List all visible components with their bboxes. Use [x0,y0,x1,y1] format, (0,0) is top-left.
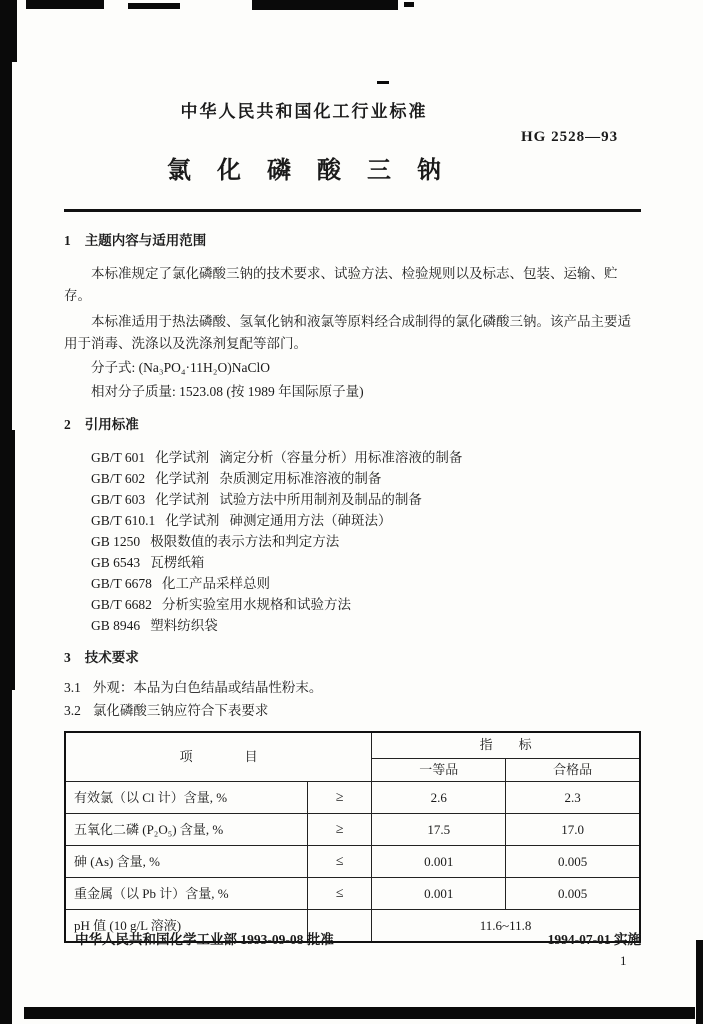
reference-item: GB 8946 塑料纺织袋 [91,618,218,633]
spec-item: 砷 (As) 含量, % [65,846,308,878]
paragraph-scope-2: 本标准适用于热法磷酸、氢氧化钠和液氯等原料经合成制得的氯化磷酸三钠。该产品主要适用于消毒、洗涤以及洗涤剂复配等部门。 [64,314,631,351]
scan-edge-left-top [0,0,17,62]
reference-list [91,447,641,636]
document-body [64,231,641,943]
molecular-formula: 分子式: (Na₃PO₄·11H₂O)NaClO [91,360,270,375]
spec-value-span: 11.6~11.8 [372,910,640,943]
section-title: 主题内容与适用范围 [84,233,207,248]
spec-item: 五氧化二磷 (P₂O₅) 含量, % [65,814,308,846]
specification-table [64,731,641,943]
section-number: 1 [64,233,71,248]
spec-item: pH 值 (10 g/L 溶液) [65,910,308,943]
table-row [65,846,640,878]
column-header-index: 指 标 [372,732,640,758]
scan-edge-bottom [24,1007,695,1019]
table-row [65,782,640,814]
approval-note: 中华人民共和国化学工业部 1993-09-08 批准 [75,932,334,947]
spec-relation: ≥ [308,814,372,846]
section-title: 技术要求 [84,650,139,665]
clause-3-2 [64,699,641,722]
section-2-heading [64,415,641,435]
section-number: 3 [64,650,71,665]
reference-item: GB/T 610.1 化学试剂 砷测定通用方法（砷斑法） [91,513,392,528]
implementation-note: 1994-07-01 实施 [547,932,641,947]
reference-item: GB/T 603 化学试剂 试验方法中所用制剂及制品的制备 [91,492,422,507]
spec-value-grade2: 0.005 [506,878,640,910]
standard-code: HG 2528—93 [521,129,619,145]
column-header-grade1: 一等品 [372,758,506,781]
section-3-heading [64,648,641,668]
table-row [65,814,640,846]
clause-number: 3.2 [64,703,81,718]
spec-item: 有效氯（以 Cl 计）含量, % [65,782,308,814]
scan-edge-left-mid [0,430,15,690]
spec-relation: ≤ [308,878,372,910]
section-title: 引用标准 [84,417,139,432]
section-number: 2 [64,417,71,432]
column-header-grade2: 合格品 [506,758,640,781]
table-row [65,878,640,910]
scan-edge-right [696,940,703,1024]
scan-edge-top-dash [26,0,104,9]
spec-value-grade1: 2.6 [372,782,506,814]
spec-value-grade1: 0.001 [372,846,506,878]
spec-relation: ≤ [308,846,372,878]
reference-item: GB/T 6678 化工产品采样总则 [91,576,271,591]
scan-edge-top-dash [128,3,180,9]
document-title: 氯化磷酸三钠 [167,158,467,184]
clause-text: 氯化磷酸三钠应符合下表要求 [92,703,269,718]
paragraph-scope-1: 本标准规定了氯化磷酸三钠的技术要求、试验方法、检验规则以及标志、包装、运输、贮存。 [64,266,618,303]
spec-value-grade1: 17.5 [372,814,506,846]
spec-item: 重金属（以 Pb 计）含量, % [65,878,308,910]
reference-item: GB/T 601 化学试剂 滴定分析（容量分析）用标准溶液的制备 [91,450,463,465]
reference-item: GB/T 6682 分析实验室用水规格和试验方法 [91,597,352,612]
reference-item: GB 1250 极限数值的表示方法和判定方法 [91,534,340,549]
spec-value-grade2: 17.0 [506,814,640,846]
scan-speck [377,81,389,84]
scan-edge-top-dash [252,0,398,10]
document-footer [75,928,641,948]
clause-text: 外观：本品为白色结晶或结晶性粉末。 [92,680,323,695]
reference-item: GB/T 602 化学试剂 杂质测定用标准溶液的制备 [91,471,382,486]
clause-3-1 [64,676,641,699]
page-number: 1 [620,953,627,968]
column-header-item: 项 目 [65,732,372,782]
clause-number: 3.1 [64,680,81,695]
standard-class-heading: 中华人民共和国化工行业标准 [180,102,428,121]
molecular-weight: 相对分子质量: 1523.08 (按 1989 年国际原子量) [91,384,364,399]
spec-value-grade2: 2.3 [506,782,640,814]
spec-value-grade2: 0.005 [506,846,640,878]
section-1-heading [64,231,641,251]
table-header-row [65,732,640,758]
spec-value-grade1: 0.001 [372,878,506,910]
scan-edge-top-dash [404,2,414,7]
title-divider [64,209,641,212]
reference-item: GB 6543 瓦楞纸箱 [91,555,205,570]
spec-relation: ≥ [308,782,372,814]
